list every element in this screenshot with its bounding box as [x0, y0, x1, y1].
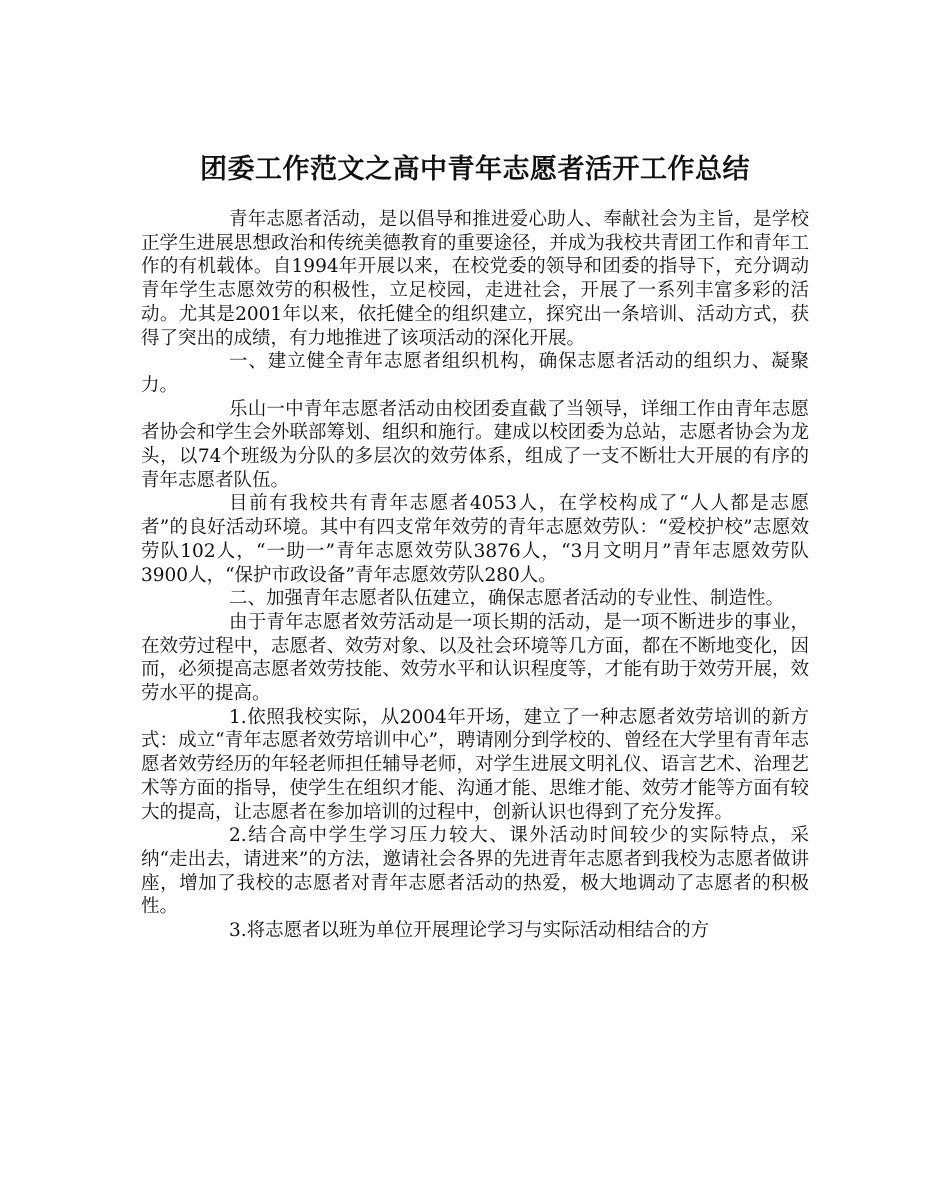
paragraph: 乐山一中青年志愿者活动由校团委直截了当领导，详细工作由青年志愿者协会和学生会外联部筹划、组织和施行。建成以校团委为总站，志愿者协会为龙头，以74个班级为分队的多层次的效劳体系，组成了一支不断壮大开展的有序的青年志愿者队伍。: [141, 398, 809, 491]
section-heading-1: 一、建立健全青年志愿者组织机构，确保志愿者活动的组织力、凝聚力。: [141, 351, 809, 396]
list-item-1: 1.依照我校实际，从2004年开场，建立了一种志愿者效劳培训的新方式：成立“青年志愿者效劳培训中心”，聘请刚分到学校的、曾经在大学里有青年志愿者效劳经历的年轻老师担任辅导老师，对学生进展文明礼仪、语言艺术、治理艺术等方面的指导，使学生在组织才能、沟通才能、思维才能、效劳才能等方面有较大的提高，让志愿者在参加培训的过程中，创新认识也得到了充分发挥。: [141, 706, 809, 823]
list-item-3: 3.将志愿者以班为单位开展理论学习与实际活动相结合的方: [229, 920, 710, 942]
paragraph-intro: 青年志愿者活动，是以倡导和推进爱心助人、奉献社会为主旨，是学校正学生进展思想政治和传统美德教育的重要途径，并成为我校共青团工作和青年工作的有机载体。自1994年开展以来，在校党委的领导和团委的指导下，充分调动青年学生志愿效劳的积极性，立足校园，走进社会，开展了一系列丰富多彩的活动。尤其是2001年以来，依托健全的组织建立，探究出一条培训、活动方式，获得了突出的成绩，有力地推进了该项活动的深化开展。: [141, 209, 809, 349]
list-item-2: 2.结合高中学生学习压力较大、课外活动时间较少的实际特点，采纳“走出去，请进来”的方法，邀请社会各界的先进青年志愿者到我校为志愿者做讲座，增加了我校的志愿者对青年志愿者活动的热爱，极大地调动了志愿者的积极性。: [141, 825, 809, 918]
paragraph: 由于青年志愿者效劳活动是一项长期的活动，是一项不断进步的事业，在效劳过程中，志愿者、效劳对象、以及社会环境等几方面，都在不断地变化，因而，必须提高志愿者效劳技能、效劳水平和认识程度等，才能有助于效劳开展，效劳水平的提高。: [141, 611, 809, 705]
paragraph: 目前有我校共有青年志愿者4053人，在学校构成了“人人都是志愿者”的良好活动环境。其中有四支常年效劳的青年志愿效劳队：“爱校护校”志愿效劳队102人，“一助一”青年志愿效劳队3876人，“3月文明月”青年志愿效劳队3900人，“保护市政设备”青年志愿效劳队280人。: [141, 493, 809, 586]
document-title: 团委工作范文之高中青年志愿者活开工作总结: [200, 154, 750, 186]
document-body: [141, 208, 809, 943]
section-heading-2: 二、加强青年志愿者队伍建立，确保志愿者活动的专业性、制造性。: [229, 588, 785, 610]
